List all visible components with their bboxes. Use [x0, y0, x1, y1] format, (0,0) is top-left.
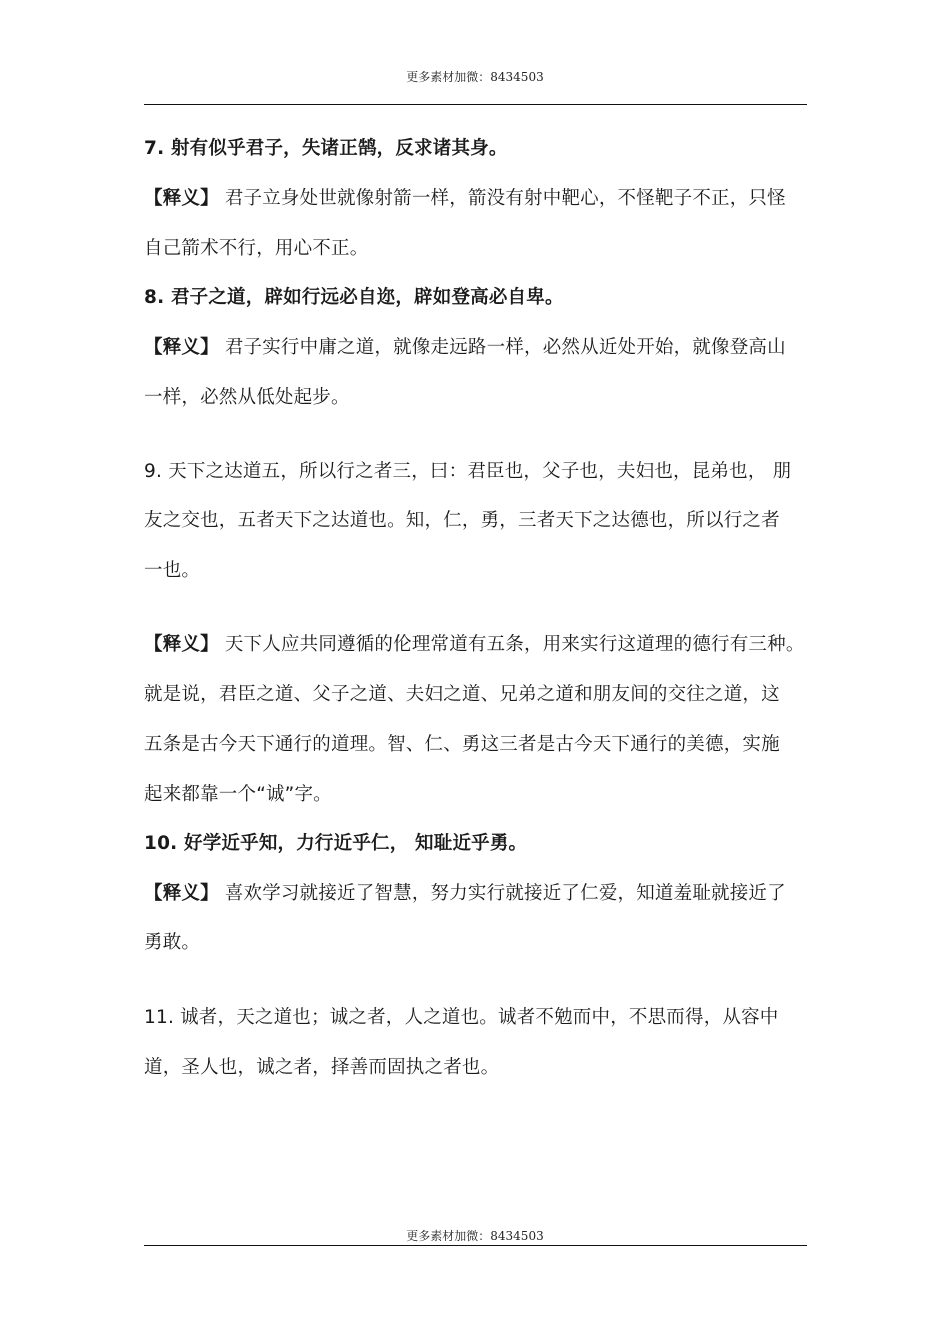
explanation-tag: 【释义】 [144, 883, 219, 904]
page-header: 更多素材加微：8434503 [406, 70, 544, 84]
explanation-10-line-1 [144, 881, 814, 907]
explanation-7-line-1 [144, 186, 814, 212]
explanation-9-line-1 [144, 632, 814, 658]
explanation-tag: 【释义】 [144, 634, 219, 655]
quote-7: 7. 射有似乎君子，失诸正鹄，反求诸其身。 [144, 138, 508, 159]
explanation-text: 天下人应共同遵循的伦理常道有五条，用来实行这道理的德行有三种。 [224, 634, 805, 655]
quote-11-line-2: 道，圣人也，诚之者，择善而固执之者也。 [144, 1057, 500, 1078]
explanation-text: 君子立身处世就像射箭一样，箭没有射中靶心，不怪靶子不正，只怪 [224, 188, 786, 209]
explanation-tag: 【释义】 [144, 188, 219, 209]
explanation-8-line-2: 一样，必然从低处起步。 [144, 387, 350, 408]
quote-9-line-2: 友之交也，五者天下之达道也。知，仁，勇，三者天下之达德也，所以行之者 [144, 510, 780, 531]
explanation-9-line-2: 就是说，君臣之道、父子之道、夫妇之道、兄弟之道和朋友间的交往之道，这 [144, 684, 780, 705]
quote-11-line-1: 11. 诚者，天之道也；诚之者，人之道也。诚者不勉而中，不思而得，从容中 [144, 1007, 779, 1028]
footer-divider [144, 1245, 807, 1246]
explanation-tag: 【释义】 [144, 337, 219, 358]
header-divider [144, 104, 807, 105]
explanation-text: 君子实行中庸之道，就像走远路一样，必然从近处开始，就像登高山 [224, 337, 786, 358]
explanation-10-line-2: 勇敢。 [144, 932, 201, 953]
explanation-9-line-4: 起来都靠一个“诚”字。 [144, 784, 332, 805]
quote-10: 10. 好学近乎知，力行近乎仁， 知耻近乎勇。 [144, 833, 528, 854]
explanation-8-line-1 [144, 335, 814, 361]
explanation-7-line-2: 自己箭术不行，用心不正。 [144, 238, 369, 259]
quote-9-line-3: 一也。 [144, 560, 201, 581]
quote-9-line-1: 9. 天下之达道五，所以行之者三，曰：君臣也，父子也，夫妇也，昆弟也， 朋 [144, 461, 792, 482]
explanation-text: 喜欢学习就接近了智慧，努力实行就接近了仁爱，知道羞耻就接近了 [224, 883, 786, 904]
page-footer: 更多素材加微：8434503 [406, 1229, 544, 1243]
quote-8: 8. 君子之道，辟如行远必自迩，辟如登高必自卑。 [144, 287, 564, 308]
explanation-9-line-3: 五条是古今天下通行的道理。智、仁、勇这三者是古今天下通行的美德，实施 [144, 734, 780, 755]
